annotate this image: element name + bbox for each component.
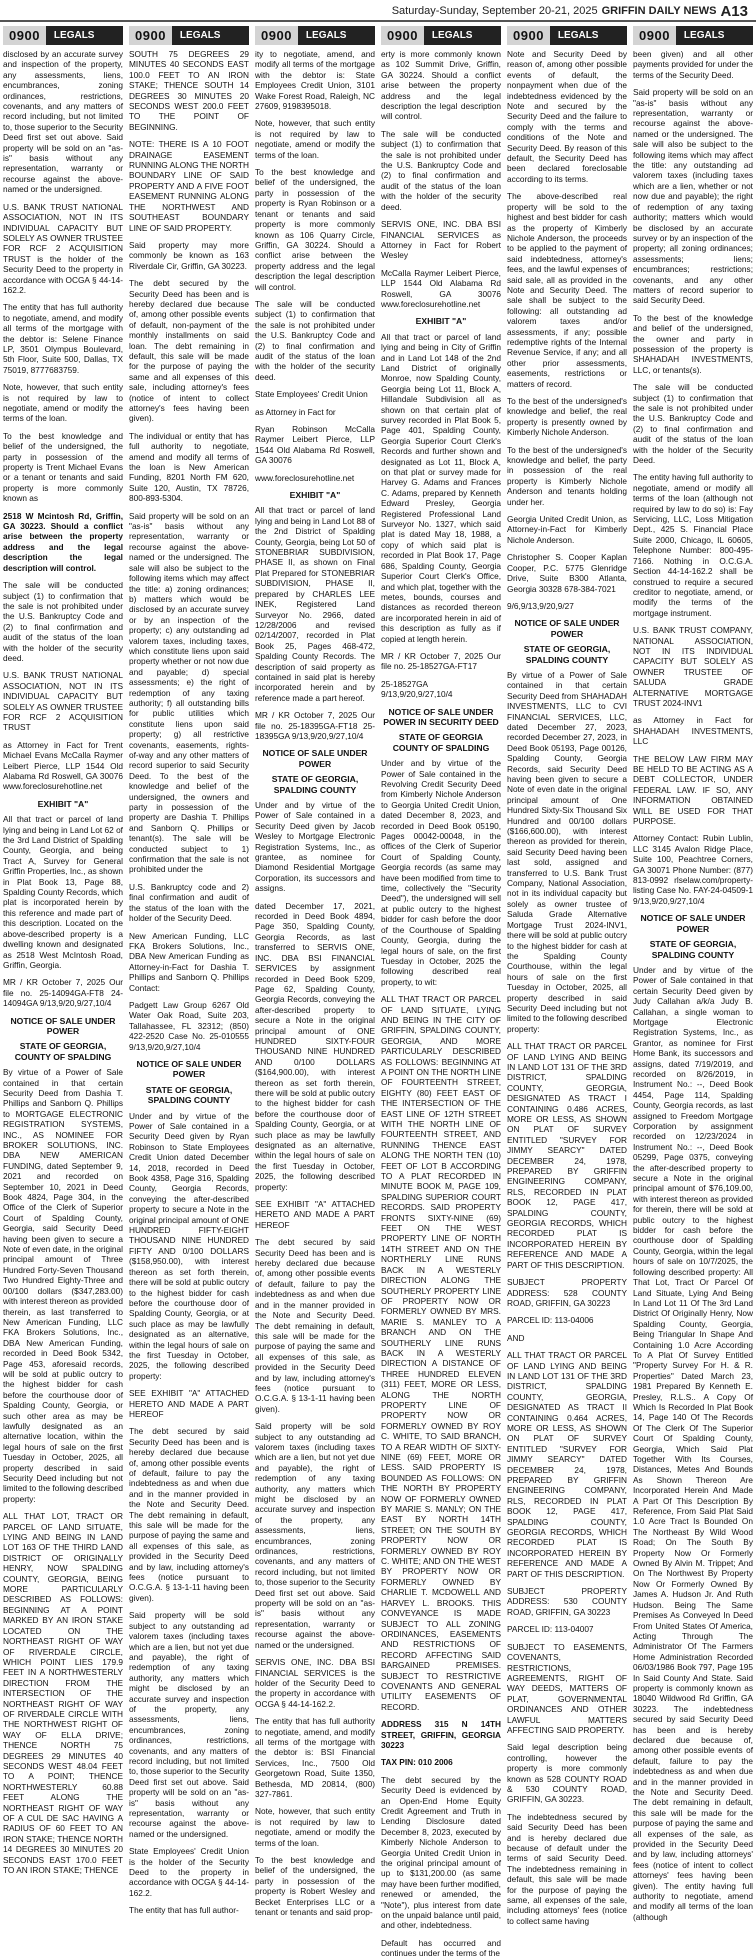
notice-paragraph: By virtue of a Power of Sale contained in that certain Security Deed from SHAHADAH INVESTMENTS, LLC to CVI FINANCIAL SERVICES, LLC, dated December 27, 2023, recorded December 27, 2023, in Deed Book 05193, Page 00126, Spalding County, Georgia Records, said Security Deed having been given to secure a Note of even date in the original principal amount of One Hundred Sixty-Six Thousand Six Hundred and 00/100 dollars ($166,600.00), with interest thereon as provided for therein, said Security Deed having been last sold, assigned and transferred to U.S. Bank Trust Company, National Association, not in its individual capacity but solely as owner trustee of Saluda Grade Alternative Mortgage Trust 2024-INV1, there will be sold at public outcry to the highest bidder for cash at the Spalding County Courthouse, within the legal hours of sale on the first Tuesday in October, 2025, all property described in said Security Deed including but not limited to the following described property: [507,669,627,1034]
section-label: LEGALS [46,26,123,45]
section-tag [3,24,123,46]
notice-paragraph: The sale will be conducted subject (1) to confirmation that the sale is not prohibited under the U.S. Bankruptcy Code and (2) to final confirmation and audit of the status of the loan with the holder of the security deed. [255,298,375,382]
notice-paragraph: U.S. BANK TRUST NATIONAL ASSOCIATION, NOT IN ITS INDIVIDUAL CAPACITY BUT SOLELY AS OWNER TRUSTEE FOR RCF 2 ACQUISITION TRUST [3,670,123,733]
notice-paragraph: SERVIS ONE, INC. DBA BSI FINANCIAL SERVICES as Attorney in Fact for Robert Wesley [381,219,501,261]
notice-paragraph: as Attorney in Fact for [255,406,336,417]
notice-paragraph: ALL THAT TRACT OR PARCEL OF LAND LYING AND BEING IN LAND LOT 131 OF THE 3RD DISTRICT, SPALDING COUNTY, GEORGIA, DESIGNATED AS TRACT I CONTAINING 0.486 ACRES, MORE OR LESS, AS SHOWN ON PLAT OF SURVEY ENTITLED "SURVEY FOR JIMMY SEARCY" DATED DECEMBER 24, 1978, PREPARED BY GRIFFIN ENGINEERING COMPANY, RLS, RECORDED IN PLAT BOOK 12, PAGE 417, SPALDING COUNTY, GEORGIA RECORDS, WHICH RECORDED PLAT IS INCORPORATED HEREIN BY REFERENCE AND MADE A PART OF THIS DESCRIPTION. [507,1041,627,1270]
notice-heading: EXHIBIT "A" [415,316,467,327]
notice-paragraph: ALL THAT TRACT OR PARCEL OF LAND SITUATE, LYING AND BEING IN THE CITY OF GRIFFIN, SPALDING COUNTY, GEORGIA, AND MORE PARTICULARLY DESCRIBED AS FOLLOWS: BEGINNING AT A POINT ON THE NORTH LINE OF FOURTEENTH STREET, EIGHTY (80) FEET EAST OF THE INTERSECTION OF THE EAST LINE OF 12TH STREET WITH THE NORTH LINE OF FOURTEENTH STREET, AND RUNNING THENCE EAST ALONG THE NORTH TEN (10) FEET OF LOT B ACCORDING TO A PLAT RECORDED IN MINUTE BOOK M, PAGE 109, SPALDING SUPERIOR COURT RECORDS. SAID PROPERTY FRONTS SIXTY-NINE (69) FEET ON THE WEST PROPERTY LINE OF NORTH 14TH STREET AND ON THE NORTHERLY LINE RUNS BACK IN A WESTERLY DIRECTION ALONG THE SOUTHERLY PROPERTY LINE OF PROPERTY NOW OR FORMERLY OWNED BY MRS. MARIE S. MANLEY TO A BRANCH AND ON THE SOUTHERLY LINE RUNS BACK IN A WESTERLY DIRECTION A DISTANCE OF THREE HUNDRED ELEVEN (311) FEET, MORE OR LESS, ALONG THE NORTH PROPERTY LINE OF PROPERTY NOW OR FORMERLY OWNED BY ROY C. WHITE, TO SAID BRANCH, TO A REAR WIDTH OF SIXTY-NINE (69) FEET, MORE OR LESS. SAID PROPERTY IS BOUNDED AS FOLLOWS: ON THE NORTH BY PROPERTY NOW OF FORMERLY OWNED BY MARIE S. MANLY; ON THE EAST BY NORTH 14TH STREET; ON THE SOUTH BY PROPERTY NOW OR FORMERLY OWNED BY ROY C. WHITE; AND ON THE WEST BY PROPERTY NOW OR FORMERLY OWNED BY CHARLIE T. MCDOWELL AND HARVEY L. BROOKS. THIS CONVEYANCE IS MADE SUBJECT TO ALL ZONING ORDINANCES, EASEMENTS AND RESTRICTIONS OF RECORD AFFECTING SAID BARGAINED PREMISES. SUBJECT TO RESTRICTIVE COVENANTS AND GENERAL UTILITY EASEMENTS OF RECORD. [381,994,501,1712]
notice-heading: NOTICE OF SALE UNDER POWER [136,1058,242,1080]
notice-paragraph: All that tract or parcel of land lying and being in City of Griffin and in Land Lot 148 of the 2nd Land District of originally Monroe, now Spalding County, Georgia being Lot 11, Block A, Hillandale Subdivision all as shown on that certain plat of survey recorded in Plat Book 5, Page 401, Spalding County, Georgia Superior Court Clerk's Records and further shown and designated as Lot 11, Block A, on that plat or survey made for Harvey G. Adams and Frances C. Adams, prepared by Kenneth Edward Presley, Georgia Registered Professional Land Surveyor No. 1327, which said plat is dated May 18, 1988, a copy of which said plat is recorded in Plat Book 17, Page 686, Spalding County, Georgia Superior Court Clerk's Office, and which plat, together with the metes, bounds, courses and distances as recorded thereon are incorporated herein in aid of this description as fully as if copied at length herein. [381,331,501,644]
notice-paragraph: been given) and all other payments provided for under the terms of the Security Deed. [633,49,753,80]
notice-paragraph: MR / KR October 7, 2025 Our file no. 25-14094GA-FT8 24-14094GA 9/13,9/20,9/27,10/4 [3,977,123,1009]
notice-paragraph: Under and by virtue of the Power of Sale contained in a Security Deed given by Jacob Wesley to Mortgage Electronic Registration Systems, Inc., as grantee, as nominee for Diamond Residential Mortgage Corporation, its successors and assigns. [255,800,375,894]
notice-paragraph: Christopher S. Cooper Kaplan Cooper, P.C. 5775 Glenridge Drive, Suite B300 Atlanta, Georgia 30328 678-384-7021 [507,552,627,594]
notice-paragraph: The entity that has full author- [129,1905,239,1916]
notice-paragraph: MR / KR October 7, 2025 Our file no. 25-18527GA-FT17 [381,650,501,672]
notice-paragraph: erty is more commonly known as 102 Summit Drive, Griffin, GA 30224. Should a conflict arise between the property address and the legal description the legal description will control. [381,49,501,122]
notice-paragraph: 9/6,9/13,9/20,9/27 [507,600,574,611]
notice-paragraph: Ryan Robinson McCalla Raymer Leibert Pierce, LLP 1544 Old Alabama Rd Roswell, GA 30076 [255,424,375,466]
page-number: A13 [720,2,748,20]
notice-paragraph: Note, however, that such entity is not required by law to negotiate, amend or modify the terms of the loan. [255,1806,375,1848]
notice-paragraph: To the best of the undersigned's knowledge and belief, the party in possession of the real property is Kimberly Nichole Anderson and tenants holding under her. [507,444,627,507]
notice-paragraph: The entity having full authority to negotiate, amend or modify all terms of the loan (although not required by law to do so) is: Fay Servicing, LLC, Loss Mitigation Dept., 425 S. Financial Place Suite 2000, Chicago, IL 60605, Telephone Number: 800-495-7166. Nothing in O.C.G.A. Section 44-14-162.2 shall be construed to require a secured creditor to negotiate, amend, or modify the terms of the mortgage instrument. [633,472,753,618]
notice-paragraph: Padgett Law Group 6267 Old Water Oak Road, Suite 203, Tallahassee, FL 32312; (850) 422-2520 Case No. 25-010555 9/13,9/20,9/27,10/4 [129,999,249,1052]
notice-paragraph: ALL THAT LOT, TRACT OR PARCEL OF LAND SITUATE, LYING AND BEING IN LAND LOT 163 OF THE THIRD LAND DISTRICT OF ORIGINALLY HENRY, NOW SPALDING COUNTY, GEORGIA, BEING MORE PARTICULARLY DESCRIBED AS FOLLOWS: BEGINNING AT A POINT MARKED BY AN IRON STAKE LOCATED ON THE NORTHEAST RIGHT OF WAY OF RIVERDALE CIRCLE, WHICH POINT LIES 179.9 FEET IN A NORTHWESTERLY DIRECTION FROM THE INTERSECTION OF THE NORTHEAST RIGHT OF WAY OF RIVERDALE CIRCLE WITH THE NORTHWEST RIGHT OF WAY OF ELLA DRIVE; THENCE NORTH 75 DEGREES 29 MINUTES 40 SECONDS WEST 48.04 FEET TO A POINT; THENCE NORTHWESTERLY 60.88 FEET ALONG THE NORTHEAST RIGHT OF WAY OF A CUL DE SAC HAVING A RADIUS OF 60 FEET TO AN IRON STAKE; THENCE NORTH 14 DEGREES 30 MINUTES 20 SECONDS EAST 170.0 FEET TO AN IRON STAKE; THENCE [3,1511,123,1876]
legal-column-4 [381,24,501,1959]
notice-paragraph: NOTE: THERE IS A 10 FOOT DRAINAGE EASEMENT RUNNING ALONG THE NORTH BOUNDARY LINE OF SAID PROPERTY AND A FIVE FOOT EASEMENT RUNNING ALONG THE NORTHWEST AND SOUTHEAST BOUNDARY LINE OF SAID PROPERTY. [129,139,250,233]
notice-paragraph: dated December 17, 2021, recorded in Deed Book 4894, Page 350, Spalding County, Georgia Records, as last transferred to SERVIS ONE, INC. DBA BSI FINANCIAL SERVICES by assignment recorded in Deed Book 5209, Page 62, Spalding County, Georgia Records, conveying the after-described property to secure a Note in the original principal amount of ONE HUNDRED SIXTY-FOUR THOUSAND NINE HUNDRED AND 0/100 DOLLARS ($164,900.00), with interest thereon as set forth therein, there will be sold at public outcry to the highest bidder for cash before the courthouse door of Spalding County, Georgia, or at such place as may be lawfully designated as an alternative, within the legal hours of sale on the first Tuesday in October, 2025, the following described property: [255,900,375,1192]
notice-paragraph: MR / KR October 7, 2025 Our file no. 25-18395GA-FT18 25-18395GA 9/13,9/20,9/27,10/4 [255,710,375,741]
notice-paragraph: as Attorney in Fact for SHAHADAH INVESTMENTS, LLC [633,715,753,747]
section-number: 0900 [633,26,676,45]
notice-paragraph: To the best of the knowledge and belief of the undersigned, the owner and party in possession of the property is SHAHADAH INVESTMENTS, LLC, or tenants(s). [633,312,753,375]
notice-paragraph: 25-18527GA 9/13,9/20,9/27,10/4 [381,678,453,700]
legal-notices-columns [3,24,753,1959]
notice-paragraph: U.S. BANK TRUST COMPANY, NATIONAL ASSOCIATION, NOT IN ITS INDIVIDUAL CAPACITY BUT SOLELY AS OWNER TRUSTEE OF SALUDA GRADE ALTERNATIVE MORTGAGE TRUST 2024-INV1 [633,625,753,708]
section-number: 0900 [3,26,46,45]
notice-paragraph: Said property will be sold on an "as-is" basis without any representation, warranty or recourse against the above-named or the undersigned. The sale will also be subject to the following items which may affect the title: a) zoning ordinances; b) matters which would be disclosed by an accurate survey or by an inspection of the property; c) any outstanding ad valorem taxes, including taxes, which constitute liens upon said property whether or not now due and payable; d) special assessments; e) the right of redemption of any taxing authority; f) all outstanding bills for public utilities which constitute liens upon said property; g) all restrictive covenants, easements, rights-of-way and any other matters of record superior to said Security Deed. To the best of the knowledge and belief of the undersigned, the owners and party in possession of the property are Dashia T. Phillips and Sanborn Q. Phillips or tenant(s). The sale will be conducted subject to 1) confirmation that the sale is not prohibited under the [129,510,249,875]
section-label: LEGALS [550,26,627,45]
notice-paragraph: SEE EXHIBIT "A" ATTACHED HERETO AND MADE A PART HEREOF [129,1388,249,1419]
notice-paragraph: Georgia United Credit Union, as Attorney-in-Fact for Kimberly Nichole Anderson. [507,514,627,545]
section-tag [381,24,501,46]
notice-paragraph: SOUTH 75 DEGREES 29 MINUTES 40 SECONDS EAST 100.0 FEET TO AN IRON STAKE; THENCE SOUTH 14 DEGREES 30 MINUTES 20 SECONDS WEST 200.0 FEET TO THE POINT OF BEGINNING. [129,49,249,132]
notice-paragraph: Under and by virtue of the Power of Sale contained in a Security Deed given by Ryan Robinson to State Employees Credit Union dated December 14, 2018, recorded in Deed Book 4358, Page 316, Spalding County, Georgia Records, conveying the after-described property to secure a Note in the original principal amount of ONE HUNDRED FIFTY-EIGHT THOUSAND NINE HUNDRED FIFTY AND 0/100 DOLLARS ($158,950.00), with interest thereon as set forth therein, there will be sold at public outcry to the highest bidder for cash before the courthouse door of Spalding County, Georgia, or at such place as may be lawfully designated as an alternative, within the legal hours of sale on the first Tuesday in October, 2025, the following described property: [129,1110,249,1381]
notice-paragraph: SEE EXHIBIT "A" ATTACHED HERETO AND MADE A PART HEREOF [255,1199,375,1230]
notice-paragraph: SUBJECT PROPERTY ADDRESS: 528 COUNTY ROAD, GRIFFIN, GA 30223 [507,1277,627,1308]
notice-paragraph: ity to negotiate, amend, and modify all terms of the mortgage with the debtor is: State Employees Credit Union, 3101 Wake Forest Road, Raleigh, NC 27609, 9198395018. [255,49,375,112]
section-number: 0900 [129,26,172,45]
section-label: LEGALS [424,26,501,45]
legal-column-3 [255,24,375,1918]
section-label: LEGALS [172,26,249,45]
notice-heading: NOTICE OF SALE UNDER POWER [10,1015,116,1036]
section-number: 0900 [507,26,550,45]
notice-paragraph: U.S. Bankruptcy code and 2) final confirmation and audit of the status of the loan with the holder of the Security Deed. [129,881,249,924]
notice-paragraph: disclosed by an accurate survey and inspection of the property, any assessments, liens, encumbrances, zoning ordinances, restrictions, covenants, and any matters of record including, but not limited to, those superior to the Security Deed first set out above. Said property will be sold on an "as-is" basis without any representation, warranty or recourse against the above-named or the undersigned. [3,49,123,195]
masthead-rule [0,20,756,22]
notice-paragraph: McCalla Raymer Leibert Pierce, LLP 1544 Old Alabama Rd Roswell, GA 30076 www.foreclosurehotline.net [381,267,501,309]
notice-paragraph: The indebtedness secured by said Security Deed has been and is hereby declared due because of default under the terms of said Security Deed. The indebtedness remaining in default, this sale will be made for the purpose of paying the same, all expenses of the sale, including attorneys' fees (notice to collect same having [507,1811,627,1926]
section-tag [633,24,753,46]
notice-heading: NOTICE OF SALE UNDER POWER [262,748,368,769]
notice-paragraph: The debt secured by the Security Deed is evidenced by an Open-End Home Equity Credit Agreement and Truth in Lending Disclosure dated December 8, 2023, executed by Kimberly Nichole Anderson to Georgia United Credit Union in the original principal amount of up to $131,200.00 (as same may have been further modified, renewed or amended, the "Note"), plus interest from date on the unpaid balance until paid, and other, indebtedness. [381,1774,501,1931]
legal-column-1 [3,24,123,1876]
notice-heading: STATE OF GEORGIA, SPALDING COUNTY [271,774,359,795]
notice-paragraph: All that tract or parcel of land lying and being in Land Lot 88 of the 2nd District of Spalding County, Georgia, being Lot 50 of STONEBRIAR SUBDIVISION, PHASE II, as shown on Final Plat Prepared for STONEBRIAR SUBDIVISION, PHASE II, prepared by CHARLES LEE INEK, Registered Land Surveyor No. 2966, dated 12/28/2006 and revised 02/14/2007, recorded in Plat Book 25, Pages 468-472, Spalding County Records. The description of said property as contained in said plat is hereby incorporated herein and by reference made a part hereof. [255,505,375,703]
section-number: 0900 [255,26,298,45]
notice-paragraph: The debt secured by said Security Deed has been and is hereby declared due because of, among other possible events of default, failure to pay the indebtedness as and when due and in the manner provided in the Note and Security Deed. The debt remaining in default, this sale will be made for the purpose of paying the same and all expenses of this sale, as provided in the Security Deed and by law, including attorney's fees (notice pursuant to O.C.G.A. § 13-1-11 having been given). [255,1237,375,1414]
notice-paragraph: To the best knowledge and belief of the undersigned, the party in possession of the property is Trent Michael Evans or a tenant or tenants and said property is more commonly known as [3,430,123,504]
notice-paragraph: Said property will be sold on an "as-is" basis without any representation, warranty or recourse against the above-named or the undersigned. The sale will also be subject to the following items which may affect the title: any outstanding ad valorem taxes (including taxes which are a lien, whether or not now due and payable); the right of redemption of any taxing authority; matters which would be disclosed by an accurate survey or by an inspection of the property; all zoning ordinances; assessments; liens; encumbrances; restrictions; covenants, and any other matters of record superior to said Security Deed. [633,87,753,306]
notice-paragraph: State Employees' Credit Union [255,389,368,400]
notice-paragraph: Said property may more commonly be known as 163 Riverdale Cir, Griffin, GA 30223. [129,239,249,271]
masthead [0,0,756,22]
legal-column-2 [129,24,250,1916]
notice-paragraph: New American Funding, LLC FKA Brokers Solutions, Inc., DBA New American Funding as Attorney-in-Fact for Dashia T. Phillips and Sanborn Q. Phillips Contact: [129,930,249,993]
notice-paragraph: Said legal description being controlling, however the property is more commonly known as 528 COUNTY ROAD & 530 COUNTY ROAD, GRIFFIN, GA 30223. [507,1742,627,1805]
notice-paragraph: PARCEL ID: 113-04007 [507,1624,594,1635]
notice-paragraph: AND [507,1332,525,1343]
notice-paragraph: as Attorney in Fact for Trent Michael Evans McCalla Raymer Leibert Pierce, LLP 1544 Old Alabama Rd Roswell, GA 30076 www.foreclosurehotline.net [3,739,123,792]
notice-heading: STATE OF GEORGIA COUNTY OF SPALDING [392,732,490,753]
notice-heading: STATE OF GEORGIA, SPALDING COUNTY [649,939,737,960]
notice-paragraph: The above-described real property will be sold to the highest and best bidder for cash as the property of Kimberly Nichole Anderson, the proceeds to be applied to the payment of said indebtedness, attorney's fees, and the lawful expenses of said sale, all as provided in the Note and Security Deed. The sale shall be subject to the following: all outstanding ad valorem taxes and/or assessments, if any; possible redemptive rights of the Internal Revenue Service, if any; and all other prior assessments, easements, restrictions or matters of record. [507,191,627,389]
notice-paragraph: The sale will be conducted subject (1) to confirmation that the sale is not prohibited under the U.S. Bankruptcy Code and (2) to final confirmation and audit of the status of the loan with the holder of the Security Deed. [633,382,753,466]
notice-paragraph: ADDRESS 315 N 14TH STREET, GRIFFIN, GEORGIA 30223 [381,1719,501,1750]
notice-paragraph: SERVIS ONE, INC. DBA BSI FINANCIAL SERVICES is the holder of the Security Deed to the property in accordance with OCGA § 44-14-162.2. [255,1657,375,1709]
section-tag [507,24,627,46]
notice-paragraph: Note, however, that such entity is not required by law to negotiate, amend or modify the terms of the loan. [255,118,375,160]
notice-paragraph: ALL THAT TRACT OR PARCEL OF LAND LYING AND BEING IN LAND LOT 131 OF THE 3RD DISTRICT, SPALDING COUNTY, GEORGIA, DESIGNATED AS TRACT II CONTAINING 0.464 ACRES, MORE OR LESS, AS SHOWN ON PLAT OF SURVEY ENTITLED "SURVEY FOR JIMMY SEARCY" DATED DECEMBER 24, 1978, PREPARED BY GRIFFIN ENGINEERING COMPANY, RLS, RECORDED IN PLAT BOOK 12, PAGE 417, SPALDING COUNTY, GEORGIA RECORDS, WHICH RECORDED PLAT IS INCORPORATED HEREIN BY REFERENCE AND MADE A PART OF THIS DESCRIPTION. [507,1350,627,1579]
notice-paragraph: To the best knowledge and belief of the undersigned, the party in possession of the property is Robert Wesley and Becket Enterprises LLC or a tenant or tenants and said prop- [255,1855,375,1918]
notice-paragraph: Said property will be sold subject to any outstanding ad valorem taxes (including taxes which are a lien, but not yet due and payable), the right of redemption of any taxing authority, any matters which might be disclosed by an accurate survey and inspection of the property, any assessments, liens, encumbrances, zoning ordinances, restrictions, covenants, and any matters of record including, but not limited to, those superior to the Security Deed first set out above. Said property will be sold on an "as-is" basis without any representation, warranty or recourse against the above-named or the undersigned. [129,1610,249,1839]
notice-paragraph: 2518 W Mcintosh Rd, Griffin, GA 30223. Should a conflict arise between the property address and the legal description the legal description will control. [3,510,123,573]
notice-paragraph: Note, however, that such entity is not required by law to negotiate, amend or modify the terms of the loan. [3,382,123,424]
notice-paragraph: The individual or entity that has full authority to negotiate, amend and modify all terms of the loan is New American Funding, 8201 North FM 620, Suite 120, Austin, TX 78726, 800-893-5304. [129,430,249,504]
notice-paragraph: The entity that has full authority to negotiate, amend, and modify all terms of the mortgage with the debtor is: BSI Financial Services, Inc., 7500 Old Georgetown Road, Suite 1350, Bethesda, MD 20814, (800) 327-7861. [255,1716,375,1799]
notice-paragraph: State Employees' Credit Union is the holder of the Security Deed to the property in accordance with OCGA § 44-14-162.2. [129,1846,249,1898]
legal-column-6 [633,24,753,1922]
notice-heading: NOTICE OF SALE UNDER POWER [640,913,746,934]
section-label: LEGALS [676,26,753,45]
notice-paragraph: Under and by virtue of the Power of Sale contained in the Revolving Credit Security Deed from Kimberly Nichole Anderson to Georgia United Credit Union, dated December 8, 2023, and recorded in Deed Book 05190, Pages 00042-00048, in the offices of the Clerk of Superior Court of Spalding County, Georgia records (as same may have been modified from time to time, collectively the "Security Deed"), the undersigned will sell at public outcry to the highest bidder for cash before the door of the Courthouse of Spalding County, Georgia, during the legal hours of sale, on the first Tuesday in October, 2025 the following described real property, to wit: [381,758,501,987]
notice-heading: STATE OF GEORGIA, COUNTY OF SPALDING [14,1041,112,1062]
notice-paragraph: The sale will be conducted subject (1) to confirmation that the sale is not prohibited under the U.S. Bankruptcy Code and (2) to final confirmation and audit of the status of the loan with the holder of the security deed. [381,128,501,212]
notice-paragraph: The entity that has full authority to negotiate, amend, and modify all terms of the mortgage with the debtor is: Selene Finance LP, 3501 Olympus Boulevard, 5th Floor, Suite 500, Dallas, TX 75019, 8777683759. [3,302,123,375]
notice-paragraph: U.S. BANK TRUST NATIONAL ASSOCIATION, NOT IN ITS INDIVIDUAL CAPACITY BUT SOLELY AS OWNER TRUSTEE FOR RCF 2 ACQUISITION TRUST is the holder of the Security Deed to the property in accordance with OCGA § 44-14-162.2. [3,201,123,295]
notice-paragraph: TAX PIN: 010 2006 [381,1757,453,1768]
notice-paragraph: SUBJECT PROPERTY ADDRESS: 530 COUNTY ROAD, GRIFFIN, GA 30223 [507,1586,627,1617]
notice-paragraph: The debt secured by the Security Deed has been and is hereby declared due because of, among other possible events of default, non-payment of the monthly installments on said loan. The debt remaining in default, this sale will be made for the purpose of paying the same and all expenses of this sale, including attorney's fees (notice of intent to collect attorney's fees having been given). [129,278,249,424]
notice-paragraph: To the best knowledge and belief of the undersigned, the party in possession of the property is Ryan Robinson or a tenant or tenants and said property is more commonly known as 106 Quarry Circle, Griffin, GA 30224. Should a conflict arise between the property address and the legal description the legal description will control. [255,167,375,292]
notice-heading: EXHIBIT "A" [289,490,341,501]
notice-heading: EXHIBIT "A" [37,798,89,809]
section-label: LEGALS [298,26,375,45]
notice-heading: NOTICE OF SALE UNDER POWER [514,618,620,639]
notice-heading: STATE OF GEORGIA, SPALDING COUNTY [145,1084,233,1106]
notice-paragraph: Note and Security Deed by reason of, among other possible events of default, the nonpayment when due of the indebtedness evidenced by the Note and secured by the Security Deed and the failure to comply with the terms and conditions of the Note and Security Deed. By reason of this default, the Security Deed has been declared foreclosable according to its terms. [507,49,627,184]
notice-paragraph: PARCEL ID: 113-04006 [507,1315,594,1326]
paper-name: GRIFFIN DAILY NEWS [601,5,717,17]
notice-paragraph: Attorney Contact: Rubin Lublin, LLC 3145 Avalon Ridge Place, Suite 100, Peachtree Corners, GA 30071 Phone Number: (877) 813-0992 rlselaw.com/property-listing Case No. FAY-24-04509-1 9/13,9/20,9/27,10/4 [633,833,753,906]
notice-paragraph: THE BELOW LAW FIRM MAY BE HELD TO BE ACTING AS A DEBT COLLECTOR, UNDER FEDERAL LAW. IF SO, ANY INFORMATION OBTAINED WILL BE USED FOR THAT PURPOSE. [633,753,753,827]
section-tag [255,24,375,46]
notice-paragraph: Said property will be sold subject to any outstanding ad valorem taxes (including taxes which are a lien, but not yet due and payable), the right of redemption of any taxing authority, any matters which might be disclosed by an accurate survey and inspection of the property, any assessments, liens, encumbrances, zoning ordinances, restrictions, covenants, and any matters of record including, but not limited to, those superior to the Security Deed first set out above. Said property will be sold on an "as-is" basis without any representation, warranty or recourse against the above-named or the undersigned. [255,1421,375,1650]
legal-column-5 [507,24,627,1926]
notice-paragraph: By virtue of a Power of Sale contained in that certain Security Deed from Dashia T. Phillips and Sanborn Q. Phillips to MORTGAGE ELECTRONIC REGISTRATION SYSTEMS, INC., AS NOMINEE FOR BROKER SOLUTIONS, INC. DBA NEW AMERICAN FUNDING, dated September 9, 2021 and recorded on September 10, 2021 in Deed Book 4824, Page 304, in the Office of the Clerk of Superior Court of Spalding County, Georgia, said Security Deed having been given to secure a Note of even date, in the original principal amount of Three Hundred Forty-Seven Thousand Two Hundred Eighty-Three and 00/100 dollars ($347,283.00) with interest thereon as provided therein, as last transferred to New American Funding, LLC FKA Brokers Solutions, Inc., DBA New American Funding, recorded in Deed Book 5342, Page 453, aforesaid records, will be sold at public outcry to the highest bidder for cash before the courthouse door of Spalding County, Georgia, or such other area as may be lawfully designated as an alternative location, within the legal hours of sale on the first Tuesday in October, 2025, all property described in said Security Deed including but not limited to the following described property: [3,1067,123,1504]
notice-paragraph: The sale will be conducted subject (1) to confirmation that the sale is not prohibited under the U.S. Bankruptcy Code and (2) to final confirmation and audit of the status of the loan with the holder of the security deed. [3,580,123,663]
section-tag [129,24,249,46]
notice-paragraph: All that tract or parcel of land lying and being in Land Lot 62 of the 3rd Land District of Spalding County, Georgia, and being Tract A, Survey for General Griffin Properties, Inc., as shown in Plat Book 13, Page 88, Spalding County Records, which plat is incorporated herein by this reference and made part of this description. Located on the above-described property is a dwelling known and designated as 2518 West McIntosh Road, Griffin, Georgia. [3,814,123,970]
notice-paragraph: Default has occurred and continues under the terms of the [381,1937,501,1959]
notice-heading: NOTICE OF SALE UNDER POWER IN SECURITY DEED [383,706,499,727]
notice-paragraph: The debt secured by said Security Deed has been and is hereby declared due because of, among other possible events of default, failure to pay the indebtedness as and when due and in the manner provided in the Note and Security Deed. The debt remaining in default, this sale will be made for the purpose of paying the same and all expenses of this sale, as provided in the Security Deed and by law, including attorney's fees (notice pursuant to O.C.G.A. § 13-1-11 having been given). [129,1426,249,1603]
notice-paragraph: Under and by virtue of the Power of Sale contained in that certain Security Deed given by Judy Callahan a/k/a Judy B. Callahan, a single woman to Mortgage Electronic Registration Systems, Inc., as Grantor, as nominee for First Home Bank, its successors and assigns, dated 7/19/2019, and recorded on 8/26/2019, in Instrument No.: --, Deed Book 4454, Page 114, Spalding County, Georgia records, as last assigned to Freedom Mortgage Corporation by assignment recorded on 12/23/2024 in Instrument No.: --, Deed Book 05299, Page 0375, conveying the after-described property to secure a Note in the original principal amount of $76,109.00, with interest thereon as provided for therein, there will be sold at public outcry to the highest bidder for cash before the courthouse door of Spalding County, Georgia, within the legal hours of sale on 10/7/2025, the following described property: All That Lot, Tract Or Parcel Of Land Situate, Lying And Being In Land Lot 11 Of The 3rd Land District Of Originally Henry, Now Spalding County, Georgia, Being Triangular In Shape And Containing 1.0 Acre According To A Plat Of Survey Entitled "Property Survey For H. & R. Properties" Dated March 23, 1981 Prepared By Kenneth E. Presley, R.L.S.. A Copy Of Which Is Recorded In Plat Book 14, Page 140 Of The Records Of The Clerk Of The Superior Court Of Spalding County, Georgia, Which Said Plat Together With Its Courses, Distances, Metes And Bounds As Shown Thereon Are Incorporated Herein And Made A Part Of This Description By Reference, From Said Plat Said 1.0 Acre Tract Is Bounded On The Northeast By Wild Wood Road; On The South By Property Now Or Formerly Owned By Alvin M. Trippet; And On The Northwest By Property Now Or Formerly Owned By James A. Hudson Jr. And Ruth Hudson. Being The Same Premises As Conveyed In Deed From United States Of America, Acting Through The Administrator Of The Farmers Home Administration Recorded 06/03/1986 Book 797, Page 195 In Said County And State. Said property is commonly known as 18040 Wildwood Rd Griffin, GA 30223. The indebtedness secured by said Security Deed has been and is hereby declared due because of, among other possible events of default, failure to pay the indebtedness as and when due and in the manner provided in the Note and Security Deed. The debt remaining in default, this sale will be made for the purpose of paying the same and all expenses of the sale, as provided in the Security Deed and by law, including attorneys' fees (notice of intent to collect attorneys' fees having been given). The entity having full authority to negotiate, amend and modify all terms of the loan (although [633,964,753,1922]
notice-heading: STATE OF GEORGIA, SPALDING COUNTY [523,644,611,665]
notice-paragraph: www.foreclosurehotline.net [255,472,355,483]
issue-date: Saturday-Sunday, September 20-21, 2025 [391,5,598,17]
notice-paragraph: To the best of the undersigned's knowledge and belief, the real property is presently owned by Kimberly Nichole Anderson. [507,396,627,438]
notice-paragraph: SUBJECT TO EASEMENTS, COVENANTS, RESTRICTIONS, AGREEMENTS, RIGHT OF WAY DEEDS, MATTERS OF PLAT, GOVERNMENTAL ORDINANCES AND OTHER LAWFUL MATTERS AFFECTING SAID PROPERTY. [507,1641,627,1735]
section-number: 0900 [381,26,424,45]
